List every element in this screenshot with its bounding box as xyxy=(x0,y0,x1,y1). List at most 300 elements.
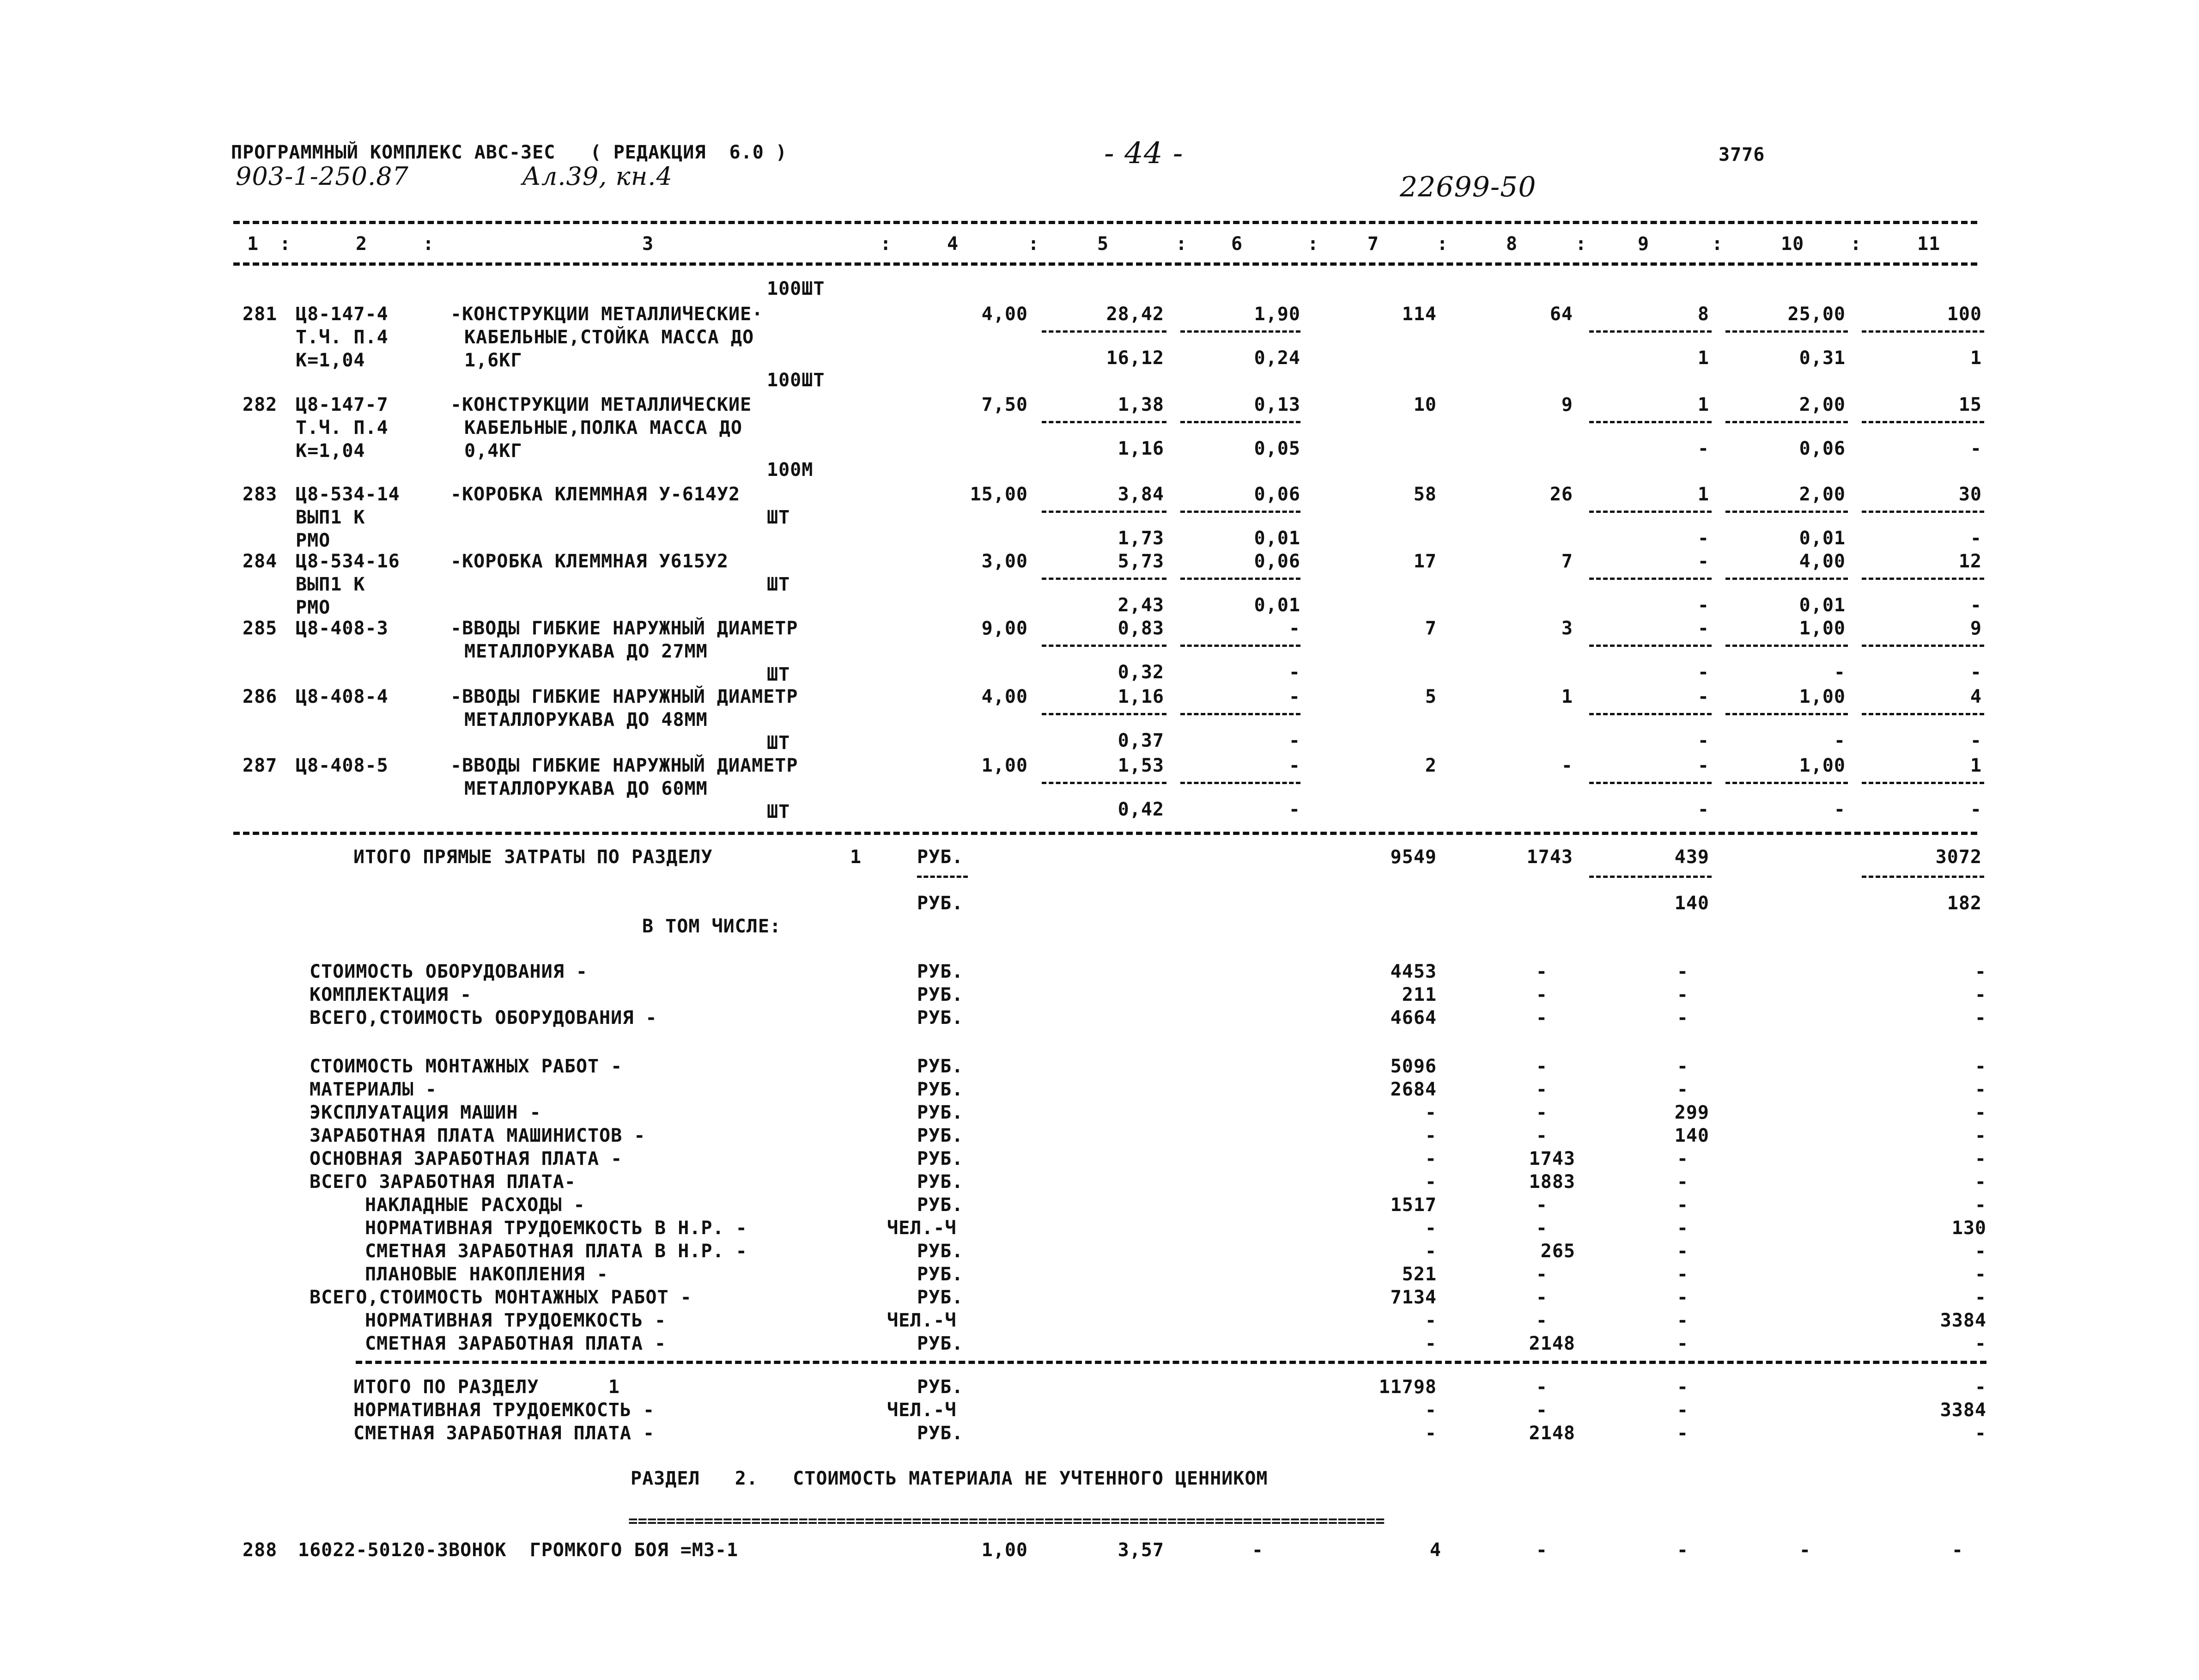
row-col7-value: 2 xyxy=(1425,755,1437,776)
row-col10-sub: 0,01 xyxy=(1799,528,1846,549)
row-col9-sub: - xyxy=(1697,799,1709,820)
row-col5-sub: 2,43 xyxy=(1118,595,1164,616)
section-total-col9: - xyxy=(1677,1376,1689,1398)
breakdown-col9: - xyxy=(1677,1287,1689,1308)
section-total-label: ИТОГО ПО РАЗДЕЛУ 1 xyxy=(353,1376,620,1398)
breakdown-col8: - xyxy=(1536,1007,1548,1029)
handwritten-estimate-code: 22699-50 xyxy=(1400,171,1537,203)
row-col7-value: 58 xyxy=(1413,484,1437,505)
breakdown-col7: 7134 xyxy=(1390,1287,1437,1308)
row-sub-rule xyxy=(1180,511,1300,513)
column-separator: : xyxy=(1307,233,1319,255)
row-unit: 100ШТ xyxy=(767,278,825,299)
row-code: Т.Ч. П.4 xyxy=(296,417,389,438)
breakdown-unit: РУБ. xyxy=(917,1007,964,1029)
row-col11-sub: - xyxy=(1970,528,1982,549)
column-separator: : xyxy=(279,233,292,255)
row-sub-rule xyxy=(1589,578,1712,580)
program-title: ПРОГРАММНЫЙ КОМПЛЕКС АВС-3ЕС ( РЕДАКЦИЯ 6.0 ) xyxy=(231,142,787,163)
breakdown-col7: 5096 xyxy=(1390,1056,1437,1077)
totals-col9: 439 xyxy=(1674,846,1709,868)
handwritten-sheet-ref: Ал.39, кн.4 xyxy=(522,162,673,191)
breakdown-col7: 211 xyxy=(1402,984,1437,1005)
row-col10-value: 2,00 xyxy=(1799,484,1846,505)
section2-row-col6: - xyxy=(1251,1540,1264,1561)
row-col7-value: 114 xyxy=(1402,304,1437,325)
breakdown-label: СМЕТНАЯ ЗАРАБОТНАЯ ПЛАТА - xyxy=(365,1333,667,1354)
breakdown-label: НОРМАТИВНАЯ ТРУДОЕМКОСТЬ В Н.Р. - xyxy=(365,1217,747,1239)
breakdown-unit: РУБ. xyxy=(917,961,964,982)
row-sub-rule xyxy=(1042,330,1166,333)
breakdown-col9: - xyxy=(1677,1310,1689,1331)
breakdown-col11: - xyxy=(1974,961,1986,982)
totals-col11: 3072 xyxy=(1935,846,1982,868)
row-code: Т.Ч. П.4 xyxy=(296,327,389,348)
row-col9-value: 8 xyxy=(1697,304,1709,325)
breakdown-col11: - xyxy=(1974,1079,1986,1100)
breakdown-col11: - xyxy=(1974,1102,1986,1123)
row-col6-sub: - xyxy=(1288,730,1300,751)
breakdown-label: СТОИМОСТЬ МОНТАЖНЫХ РАБОТ - xyxy=(310,1056,623,1077)
breakdown-col7: - xyxy=(1425,1102,1437,1123)
row-col10-value: 25,00 xyxy=(1787,304,1846,325)
breakdown-label: СТОИМОСТЬ ОБОРУДОВАНИЯ - xyxy=(310,961,588,982)
row-quantity: 4,00 xyxy=(981,686,1028,707)
row-col9-value: - xyxy=(1697,618,1709,639)
breakdown-col7: - xyxy=(1425,1310,1437,1331)
row-sub-rule xyxy=(1862,511,1984,513)
row-col8-value: 64 xyxy=(1549,304,1573,325)
breakdown-label: НОРМАТИВНАЯ ТРУДОЕМКОСТЬ - xyxy=(365,1310,667,1331)
breakdown-col8: 1883 xyxy=(1529,1171,1575,1193)
row-code: Ц8-147-7 xyxy=(296,394,389,415)
row-col9-value: - xyxy=(1697,686,1709,707)
row-col7-value: 7 xyxy=(1425,618,1437,639)
column-header-1: 1 xyxy=(247,233,259,255)
breakdown-label: ПЛАНОВЫЕ НАКОПЛЕНИЯ - xyxy=(365,1264,608,1285)
row-col10-value: 4,00 xyxy=(1799,551,1846,572)
row-col11-value: 100 xyxy=(1947,304,1982,325)
breakdown-unit: РУБ. xyxy=(917,1264,964,1285)
breakdown-col11: 130 xyxy=(1951,1217,1986,1239)
breakdown-col11: - xyxy=(1974,1287,1986,1308)
breakdown-col9: - xyxy=(1677,1194,1689,1216)
row-quantity: 9,00 xyxy=(981,618,1028,639)
row-code: РМО xyxy=(296,597,331,618)
row-number: 282 xyxy=(243,394,278,415)
row-sub-rule xyxy=(1589,330,1712,333)
breakdown-unit: РУБ. xyxy=(917,1079,964,1100)
breakdown-col11: - xyxy=(1974,1333,1986,1354)
row-col8-value: 26 xyxy=(1549,484,1573,505)
row-col6-value: - xyxy=(1288,618,1300,639)
breakdown-col11: - xyxy=(1974,1194,1986,1216)
row-sub-rule xyxy=(1180,645,1300,647)
section2-row-col5: 3,57 xyxy=(1118,1540,1164,1561)
row-description: КАБЕЛЬНЫЕ,ПОЛКА МАССА ДО xyxy=(464,417,742,438)
breakdown-unit: РУБ. xyxy=(917,1102,964,1123)
row-sub-rule xyxy=(1042,713,1166,715)
breakdown-label: ВСЕГО,СТОИМОСТЬ ОБОРУДОВАНИЯ - xyxy=(310,1007,657,1029)
totals-col11-sub: 182 xyxy=(1947,893,1982,914)
totals-col8: 1743 xyxy=(1526,846,1573,868)
row-sub-rule xyxy=(1589,421,1712,423)
row-col10-sub: - xyxy=(1834,662,1846,683)
row-number: 283 xyxy=(243,484,278,505)
row-col5-sub: 16,12 xyxy=(1106,347,1164,369)
section-total-unit: РУБ. xyxy=(917,1376,964,1398)
breakdown-col11: - xyxy=(1974,1056,1986,1077)
row-col8-value: 3 xyxy=(1561,618,1573,639)
breakdown-label: НАКЛАДНЫЕ РАСХОДЫ - xyxy=(365,1194,585,1216)
row-quantity: 3,00 xyxy=(981,551,1028,572)
breakdown-col7: - xyxy=(1425,1217,1437,1239)
section2-row-number: 288 xyxy=(243,1540,278,1561)
row-col9-sub: 1 xyxy=(1697,347,1709,369)
breakdown-col11: - xyxy=(1974,1171,1986,1193)
handwritten-project-code: 903-1-250.87 xyxy=(236,162,409,191)
row-col9-value: 1 xyxy=(1697,484,1709,505)
column-header-11: 11 xyxy=(1917,233,1941,255)
breakdown-col9: - xyxy=(1677,1007,1689,1029)
row-col5-value: 28,42 xyxy=(1106,304,1164,325)
section-total-unit: РУБ. xyxy=(917,1423,964,1444)
breakdown-unit: РУБ. xyxy=(917,1171,964,1193)
row-col6-sub: 0,24 xyxy=(1254,347,1300,369)
row-description: ШТ xyxy=(767,801,790,822)
row-col5-sub: 0,32 xyxy=(1118,662,1164,683)
section2-row-col9: - xyxy=(1677,1540,1689,1561)
row-col9-value: - xyxy=(1697,551,1709,572)
breakdown-col11: - xyxy=(1974,984,1986,1005)
row-description: -КОНСТРУКЦИИ МЕТАЛЛИЧЕСКИЕ· xyxy=(450,304,764,325)
row-sub-rule xyxy=(1042,421,1166,423)
breakdown-col11: - xyxy=(1974,1241,1986,1262)
row-col6-value: 1,90 xyxy=(1254,304,1300,325)
row-code: К=1,04 xyxy=(296,440,365,462)
breakdown-unit: РУБ. xyxy=(917,1056,964,1077)
breakdown-col9: 299 xyxy=(1674,1102,1709,1123)
row-sub-rule xyxy=(1862,330,1984,333)
section-total-col8: - xyxy=(1536,1400,1548,1421)
column-header-4: 4 xyxy=(947,233,959,255)
section-total-col11: - xyxy=(1974,1423,1986,1444)
breakdown-col11: - xyxy=(1974,1007,1986,1029)
row-description: 0,4КГ xyxy=(464,440,522,462)
section2-row-description: 16022-50120-ЗВОНОК ГРОМКОГО БОЯ =МЗ-1 xyxy=(298,1540,739,1561)
row-sub-rule xyxy=(1862,421,1984,423)
section2-row-col11: - xyxy=(1951,1540,1963,1561)
breakdown-col9: - xyxy=(1677,1079,1689,1100)
header-bottom-rule xyxy=(233,262,1977,266)
row-description: -ВВОДЫ ГИБКИЕ НАРУЖНЫЙ ДИАМЕТР xyxy=(450,618,798,639)
breakdown-col7: 1517 xyxy=(1390,1194,1437,1216)
breakdown-col7: - xyxy=(1425,1148,1437,1169)
column-header-2: 2 xyxy=(356,233,368,255)
row-number: 287 xyxy=(243,755,278,776)
row-description: МЕТАЛЛОРУКАВА ДО 27ММ xyxy=(464,641,708,662)
row-description: КАБЕЛЬНЫЕ,СТОЙКА МАССА ДО xyxy=(464,327,754,348)
breakdown-col7: 4453 xyxy=(1390,961,1437,982)
breakdown-col9: 140 xyxy=(1674,1125,1709,1146)
row-col9-sub: - xyxy=(1697,528,1709,549)
breakdown-col8: - xyxy=(1536,1125,1548,1146)
column-separator: : xyxy=(1176,233,1188,255)
row-col11-sub: - xyxy=(1970,438,1982,459)
breakdown-col8: - xyxy=(1536,1264,1548,1285)
row-description: 1,6КГ xyxy=(464,350,522,371)
row-col6-value: - xyxy=(1288,686,1300,707)
row-description: ШТ xyxy=(767,732,790,754)
breakdown-unit: РУБ. xyxy=(917,1125,964,1146)
row-sub-rule xyxy=(1725,713,1848,715)
row-col5-sub: 1,16 xyxy=(1118,438,1164,459)
row-col11-value: 12 xyxy=(1958,551,1982,572)
row-col6-sub: - xyxy=(1288,799,1300,820)
row-sub-rule xyxy=(1042,511,1166,513)
row-number: 286 xyxy=(243,686,278,707)
row-col10-value: 2,00 xyxy=(1799,394,1846,415)
row-col10-sub: - xyxy=(1834,799,1846,820)
row-col6-sub: 0,01 xyxy=(1254,528,1300,549)
row-sub-rule xyxy=(1180,421,1300,423)
breakdown-unit: РУБ. xyxy=(917,1241,964,1262)
row-col5-value: 1,53 xyxy=(1118,755,1164,776)
row-quantity: 4,00 xyxy=(981,304,1028,325)
row-col10-sub: 0,01 xyxy=(1799,595,1846,616)
breakdown-unit: ЧЕЛ.-Ч xyxy=(887,1310,957,1331)
row-description: -КОРОБКА КЛЕММНАЯ У615У2 xyxy=(450,551,729,572)
breakdown-col8: - xyxy=(1536,1217,1548,1239)
row-col10-value: 1,00 xyxy=(1799,686,1846,707)
section2-row-col7: 4 xyxy=(1429,1540,1441,1561)
sheet-number: 3776 xyxy=(1719,144,1765,165)
row-quantity: 15,00 xyxy=(970,484,1028,505)
column-header-8: 8 xyxy=(1506,233,1518,255)
breakdown-col8: - xyxy=(1536,984,1548,1005)
column-separator: : xyxy=(880,233,892,255)
row-col9-value: 1 xyxy=(1697,394,1709,415)
column-header-5: 5 xyxy=(1097,233,1109,255)
breakdown-col11: - xyxy=(1974,1125,1986,1146)
row-sub-rule xyxy=(1725,782,1848,784)
breakdown-col7: - xyxy=(1425,1125,1437,1146)
row-sub-rule xyxy=(1180,713,1300,715)
section-total-col8: - xyxy=(1536,1376,1548,1398)
row-col11-value: 4 xyxy=(1970,686,1982,707)
breakdown-col7: - xyxy=(1425,1171,1437,1193)
row-col11-value: 1 xyxy=(1970,755,1982,776)
row-code: К=1,04 xyxy=(296,350,365,371)
breakdown-label: ВСЕГО ЗАРАБОТНАЯ ПЛАТА- xyxy=(310,1171,576,1193)
totals-unit-rule xyxy=(917,876,968,878)
column-separator: : xyxy=(1437,233,1449,255)
column-header-10: 10 xyxy=(1781,233,1804,255)
totals-col7: 9549 xyxy=(1390,846,1437,868)
row-description: -КОРОБКА КЛЕММНАЯ У-614У2 xyxy=(450,484,741,505)
breakdown-unit: РУБ. xyxy=(917,1333,964,1354)
breakdown-col9: - xyxy=(1677,1264,1689,1285)
row-col11-value: 30 xyxy=(1958,484,1982,505)
row-number: 281 xyxy=(243,304,278,325)
row-col11-sub: - xyxy=(1970,799,1982,820)
row-description: -ВВОДЫ ГИБКИЕ НАРУЖНЫЙ ДИАМЕТР xyxy=(450,755,798,776)
breakdown-col7: - xyxy=(1425,1241,1437,1262)
breakdown-col8: - xyxy=(1536,1194,1548,1216)
breakdown-col8: - xyxy=(1536,961,1548,982)
breakdown-bottom-rule xyxy=(356,1361,1986,1364)
breakdown-col7: - xyxy=(1425,1333,1437,1354)
row-col6-sub: 0,01 xyxy=(1254,595,1300,616)
breakdown-col9: - xyxy=(1677,1171,1689,1193)
row-col10-value: 1,00 xyxy=(1799,618,1846,639)
row-description: -КОНСТРУКЦИИ МЕТАЛЛИЧЕСКИЕ xyxy=(450,394,752,415)
row-sub-rule xyxy=(1725,578,1848,580)
row-col5-value: 5,73 xyxy=(1118,551,1164,572)
row-col11-value: 9 xyxy=(1970,618,1982,639)
section-total-col7: - xyxy=(1425,1400,1437,1421)
section-total-col11: 3384 xyxy=(1940,1400,1986,1421)
column-header-3: 3 xyxy=(642,233,654,255)
breakdown-unit: РУБ. xyxy=(917,1148,964,1169)
section-total-col9: - xyxy=(1677,1400,1689,1421)
row-code: РМО xyxy=(296,530,331,551)
breakdown-col9: - xyxy=(1677,1056,1689,1077)
row-col9-sub: - xyxy=(1697,438,1709,459)
row-sub-rule xyxy=(1180,578,1300,580)
row-col5-value: 1,38 xyxy=(1118,394,1164,415)
breakdown-unit: ЧЕЛ.-Ч xyxy=(887,1217,957,1239)
breakdown-label: ЭКСПЛУАТАЦИЯ МАШИН - xyxy=(310,1102,541,1123)
row-description: ШТ xyxy=(767,574,790,595)
section2-row-col8: - xyxy=(1536,1540,1548,1561)
breakdown-unit: РУБ. xyxy=(917,984,964,1005)
totals-col11-rule xyxy=(1862,876,1984,878)
row-col5-value: 0,83 xyxy=(1118,618,1164,639)
row-col6-sub: 0,05 xyxy=(1254,438,1300,459)
row-col11-sub: - xyxy=(1970,595,1982,616)
breakdown-col8: 1743 xyxy=(1529,1148,1575,1169)
breakdown-col11: - xyxy=(1974,1264,1986,1285)
row-sub-rule xyxy=(1180,330,1300,333)
row-code: ВЫП1 К xyxy=(296,507,365,528)
row-col9-sub: - xyxy=(1697,730,1709,751)
column-separator: : xyxy=(1575,233,1587,255)
breakdown-label: ОСНОВНАЯ ЗАРАБОТНАЯ ПЛАТА - xyxy=(310,1148,623,1169)
row-sub-rule xyxy=(1180,782,1300,784)
row-sub-rule xyxy=(1589,511,1712,513)
column-header-6: 6 xyxy=(1231,233,1243,255)
row-col5-sub: 1,73 xyxy=(1118,528,1164,549)
row-col5-sub: 0,37 xyxy=(1118,730,1164,751)
breakdown-col8: - xyxy=(1536,1287,1548,1308)
section-total-col7: 11798 xyxy=(1379,1376,1437,1398)
row-quantity: 7,50 xyxy=(981,394,1028,415)
row-sub-rule xyxy=(1589,713,1712,715)
section-total-col8: 2148 xyxy=(1529,1423,1575,1444)
row-sub-rule xyxy=(1042,645,1166,647)
breakdown-col8: - xyxy=(1536,1079,1548,1100)
row-col10-sub: 0,06 xyxy=(1799,438,1846,459)
row-col7-value: 17 xyxy=(1413,551,1437,572)
row-col8-value: 1 xyxy=(1561,686,1573,707)
double-rule: ================================================================================ xyxy=(628,1512,1385,1530)
including-label: В ТОМ ЧИСЛЕ: xyxy=(642,916,781,937)
totals-unit-2: РУБ. xyxy=(917,893,964,914)
breakdown-col9: - xyxy=(1677,961,1689,982)
row-number: 285 xyxy=(243,618,278,639)
breakdown-col7: 4664 xyxy=(1390,1007,1437,1029)
breakdown-col9: - xyxy=(1677,1241,1689,1262)
rows-bottom-rule xyxy=(233,832,1977,835)
row-col5-sub: 0,42 xyxy=(1118,799,1164,820)
breakdown-label: КОМПЛЕКТАЦИЯ - xyxy=(310,984,472,1005)
row-col11-sub: - xyxy=(1970,662,1982,683)
breakdown-col8: - xyxy=(1536,1310,1548,1331)
breakdown-col9: - xyxy=(1677,1148,1689,1169)
row-col7-value: 10 xyxy=(1413,394,1437,415)
row-sub-rule xyxy=(1725,421,1848,423)
breakdown-label: ЗАРАБОТНАЯ ПЛАТА МАШИНИСТОВ - xyxy=(310,1125,646,1146)
row-col9-value: - xyxy=(1697,755,1709,776)
breakdown-col8: 265 xyxy=(1540,1241,1575,1262)
row-col5-value: 1,16 xyxy=(1118,686,1164,707)
breakdown-col7: 521 xyxy=(1402,1264,1437,1285)
row-col10-sub: 0,31 xyxy=(1799,347,1846,369)
column-header-9: 9 xyxy=(1638,233,1650,255)
row-sub-rule xyxy=(1042,578,1166,580)
section2-row-quantity: 1,00 xyxy=(981,1540,1028,1561)
section-total-col11: - xyxy=(1974,1376,1986,1398)
row-col6-value: 0,06 xyxy=(1254,484,1300,505)
breakdown-unit: РУБ. xyxy=(917,1287,964,1308)
row-code: Ц8-408-5 xyxy=(296,755,389,776)
section2-title: РАЗДЕЛ 2. СТОИМОСТЬ МАТЕРИАЛА НЕ УЧТЕННОГО ЦЕННИКОМ xyxy=(631,1468,1268,1489)
header-top-rule xyxy=(233,221,1977,224)
totals-col9-rule xyxy=(1589,876,1712,878)
breakdown-col9: - xyxy=(1677,1217,1689,1239)
row-sub-rule xyxy=(1862,713,1984,715)
row-code: Ц8-147-4 xyxy=(296,304,389,325)
row-sub-rule xyxy=(1725,511,1848,513)
row-col8-value: - xyxy=(1561,755,1573,776)
column-separator: : xyxy=(1028,233,1040,255)
section2-row-col10: - xyxy=(1799,1540,1811,1561)
totals-unit: РУБ. xyxy=(917,846,964,868)
row-col6-value: 0,06 xyxy=(1254,551,1300,572)
row-description: -ВВОДЫ ГИБКИЕ НАРУЖНЫЙ ДИАМЕТР xyxy=(450,686,798,707)
breakdown-col9: - xyxy=(1677,984,1689,1005)
row-sub-rule xyxy=(1042,782,1166,784)
row-sub-rule xyxy=(1725,645,1848,647)
breakdown-col9: - xyxy=(1677,1333,1689,1354)
row-col10-value: 1,00 xyxy=(1799,755,1846,776)
totals-section: 1 xyxy=(850,846,862,868)
breakdown-col8: - xyxy=(1536,1102,1548,1123)
row-code: Ц8-408-3 xyxy=(296,618,389,639)
column-header-7: 7 xyxy=(1367,233,1379,255)
row-col11-sub: 1 xyxy=(1970,347,1982,369)
row-col6-value: 0,13 xyxy=(1254,394,1300,415)
section-total-label: НОРМАТИВНАЯ ТРУДОЕМКОСТЬ - xyxy=(353,1400,655,1421)
row-col9-sub: - xyxy=(1697,662,1709,683)
row-col9-sub: - xyxy=(1697,595,1709,616)
row-description: ШТ xyxy=(767,507,790,528)
row-description: МЕТАЛЛОРУКАВА ДО 60ММ xyxy=(464,778,708,799)
row-col5-value: 3,84 xyxy=(1118,484,1164,505)
row-description: МЕТАЛЛОРУКАВА ДО 48ММ xyxy=(464,709,708,730)
row-col8-value: 7 xyxy=(1561,551,1573,572)
